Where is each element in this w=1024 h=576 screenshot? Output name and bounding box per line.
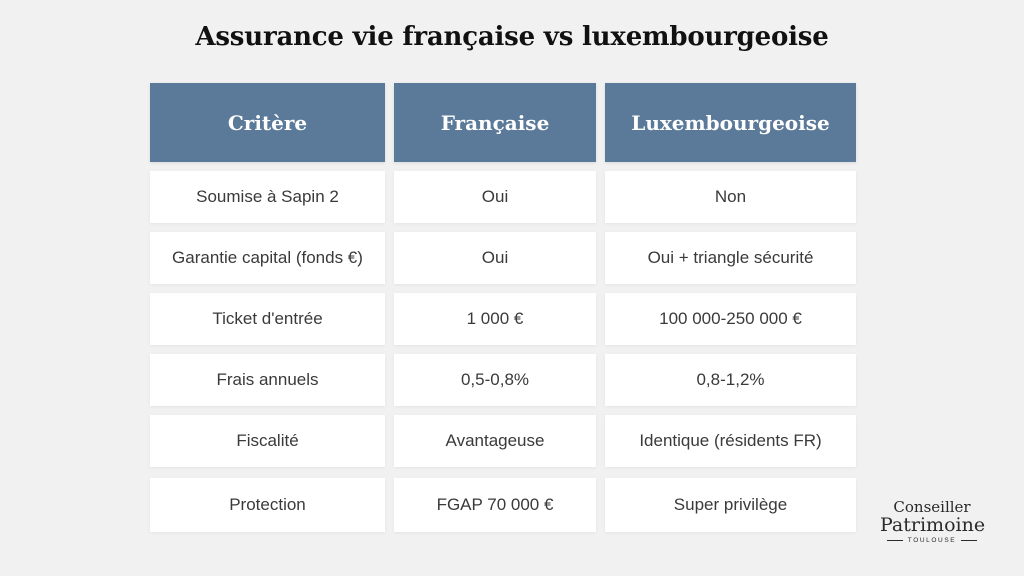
- header-francaise: Française: [394, 83, 596, 162]
- brand-logo: [880, 500, 984, 544]
- cell-luxembourgeoise: Identique (résidents FR): [605, 415, 856, 467]
- cell-luxembourgeoise: 100 000-250 000 €: [605, 293, 856, 345]
- cell-critere: Frais annuels: [150, 354, 385, 406]
- cell-francaise: Oui: [394, 232, 596, 284]
- header-critere: Critère: [150, 83, 385, 162]
- cell-francaise: Oui: [394, 171, 596, 223]
- cell-critere: Protection: [150, 478, 385, 532]
- cell-luxembourgeoise: Non: [605, 171, 856, 223]
- cell-critere: Soumise à Sapin 2: [150, 171, 385, 223]
- logo-rule-right: [961, 540, 977, 541]
- cell-francaise: Avantageuse: [394, 415, 596, 467]
- cell-francaise: 0,5-0,8%: [394, 354, 596, 406]
- cell-critere: Ticket d'entrée: [150, 293, 385, 345]
- cell-critere: Garantie capital (fonds €): [150, 232, 385, 284]
- logo-line-conseiller: Conseiller: [893, 498, 971, 516]
- cell-luxembourgeoise: 0,8-1,2%: [605, 354, 856, 406]
- logo-line-toulouse: TOULOUSE: [907, 537, 957, 544]
- logo-line-patrimoine: Patrimoine: [880, 514, 986, 536]
- header-luxembourgeoise: Luxembourgeoise: [605, 83, 856, 162]
- cell-critere: Fiscalité: [150, 415, 385, 467]
- cell-francaise: 1 000 €: [394, 293, 596, 345]
- cell-francaise: FGAP 70 000 €: [394, 478, 596, 532]
- cell-luxembourgeoise: Oui + triangle sécurité: [605, 232, 856, 284]
- page-title: Assurance vie française vs luxembourgeoise: [195, 22, 829, 52]
- cell-luxembourgeoise: Super privilège: [605, 478, 856, 532]
- logo-rule-left: [887, 540, 903, 541]
- logo-line-toulouse-wrapper: [880, 537, 984, 544]
